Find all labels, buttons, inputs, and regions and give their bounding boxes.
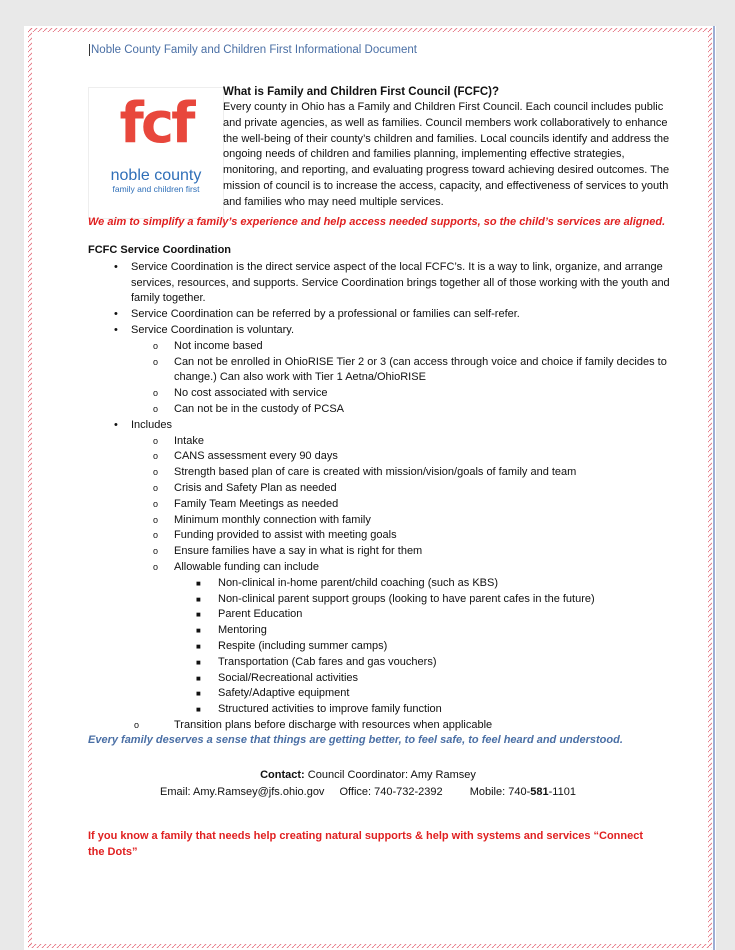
list-item: o Transition plans before discharge with resources when applicable <box>88 718 688 734</box>
intro-heading: What is Family and Children First Council (FCFC)? <box>223 86 500 98</box>
logo-tagline: family and children first <box>112 184 200 194</box>
includes-sublist <box>88 434 688 576</box>
contact-email: Email: Amy.Ramsey@jfs.ohio.gov <box>160 786 325 798</box>
circle-bullet-icon: o <box>153 451 159 462</box>
square-bullet-icon: ■ <box>196 626 201 636</box>
list-item: o No cost associated with service <box>88 386 688 402</box>
list-item: ■ Parent Education <box>88 607 688 623</box>
circle-bullet-icon: o <box>134 719 140 730</box>
list-item: ■ Non-clinical parent support groups (looking to have parent cafes in the future) <box>88 592 688 608</box>
circle-bullet-icon: o <box>153 467 159 478</box>
list-item: ■ Non-clinical in-home parent/child coaching (such as KBS) <box>88 576 688 592</box>
transition-list <box>88 718 688 734</box>
list-item: o Strength based plan of care is created with mission/vision/goals of family and team <box>88 465 688 481</box>
bullet-icon: • <box>114 308 118 321</box>
list-item: o CANS assessment every 90 days <box>88 449 688 465</box>
circle-bullet-icon: o <box>153 530 159 541</box>
list-item: o Can not be enrolled in OhioRISE Tier 2 or 3 (can access through voice and choice if family decides to change.) Can also work with Tier 1 Aetna/OhioRISE <box>153 355 667 384</box>
list-item: • Includes <box>88 418 688 434</box>
circle-bullet-icon: o <box>153 514 159 525</box>
service-list <box>88 260 688 339</box>
closing-statement: Every family deserves a sense that things are getting better, to feel safe, to feel heard and understood. <box>88 734 623 746</box>
contact-line <box>88 767 648 784</box>
list-item: ■ Respite (including summer camps) <box>88 639 688 655</box>
list-item: • Service Coordination is the direct service aspect of the local FCFC’s. It is a way to link, organize, and arrange services, resources, and supports. Service Coordination brings together all of those working with the youth and family together. <box>114 260 670 305</box>
circle-bullet-icon: o <box>153 356 159 367</box>
circle-bullet-icon: o <box>153 340 159 351</box>
intro-body: Every county in Ohio has a Family and Children First Council. Each council includes public and private agencies, as well as families. Council members work collaboratively to enhance the well-being of their county’s children and families. Local councils identify and address the ongoing needs of children and families planning, implementing effective strategies, monitoring, and reporting, and evaluating progress toward achieving desired outcomes. The mission of council is to increase the access, capacity, and effectiveness of services to youth and families who may need multiple services. <box>223 101 670 208</box>
circle-bullet-icon: o <box>153 498 159 509</box>
list-item: o Can not be in the custody of PCSA <box>88 402 688 418</box>
contact-details <box>88 784 648 801</box>
square-bullet-icon: ■ <box>196 594 201 604</box>
contact-block <box>88 767 648 801</box>
square-bullet-icon: ■ <box>196 578 201 588</box>
square-bullet-icon: ■ <box>196 641 201 651</box>
bullet-icon: • <box>114 323 118 336</box>
list-item: ■ Safety/Adaptive equipment <box>88 686 688 702</box>
service-coordination-section <box>88 243 688 734</box>
list-item: o Funding provided to assist with meeting goals <box>88 528 688 544</box>
fcf-logo <box>88 87 224 219</box>
circle-bullet-icon: o <box>153 403 159 414</box>
circle-bullet-icon: o <box>153 546 159 557</box>
square-bullet-icon: ■ <box>196 689 201 699</box>
contact-office: Office: 740-732-2392 <box>339 786 443 798</box>
intro-section <box>223 84 678 211</box>
service-heading: FCFC Service Coordination <box>88 244 232 256</box>
list-item: o Minimum monthly connection with family <box>88 513 688 529</box>
list-item: o Intake <box>88 434 688 450</box>
circle-bullet-icon: o <box>153 435 159 446</box>
list-item: o Not income based <box>88 339 688 355</box>
mission-tagline: We aim to simplify a family’s experience and help access needed supports, so the child’s services are aligned. <box>88 216 666 228</box>
contact-coordinator: Council Coordinator: Amy Ramsey <box>307 769 476 781</box>
circle-bullet-icon: o <box>153 388 159 399</box>
bullet-icon: • <box>114 418 118 431</box>
contact-label: Contact: <box>260 769 305 781</box>
bullet-icon: • <box>114 260 118 273</box>
list-item: o Allowable funding can include <box>88 560 688 576</box>
contact-mobile: Mobile: 740-581-1101 <box>469 786 576 798</box>
list-item: o Ensure families have a say in what is right for them <box>88 544 688 560</box>
list-item: o Family Team Meetings as needed <box>88 497 688 513</box>
call-to-action: If you know a family that needs help creating natural supports & help with systems and services “Connect the Dots” <box>88 830 644 858</box>
circle-bullet-icon: o <box>153 561 159 572</box>
circle-bullet-icon: o <box>153 482 159 493</box>
list-item: ■ Social/Recreational activities <box>88 671 688 687</box>
list-item: • Service Coordination is voluntary. <box>88 323 688 339</box>
document-page <box>24 26 716 950</box>
square-bullet-icon: ■ <box>196 610 201 620</box>
includes-list <box>88 418 688 434</box>
document-header: Noble County Family and Children First Informational Document <box>91 44 417 56</box>
list-item: ■ Mentoring <box>88 623 688 639</box>
funding-list <box>88 576 688 718</box>
square-bullet-icon: ■ <box>196 673 201 683</box>
list-item: • Service Coordination can be referred by a professional or families can self-refer. <box>88 307 688 323</box>
list-item: ■ Transportation (Cab fares and gas vouchers) <box>88 655 688 671</box>
list-item: o Crisis and Safety Plan as needed <box>88 481 688 497</box>
logo-county-name: noble county <box>110 167 202 184</box>
logo-mark: fcf <box>119 91 193 156</box>
square-bullet-icon: ■ <box>196 657 201 667</box>
square-bullet-icon: ■ <box>196 705 201 715</box>
voluntary-list <box>88 339 688 418</box>
list-item: ■ Structured activities to improve family function <box>88 702 688 718</box>
